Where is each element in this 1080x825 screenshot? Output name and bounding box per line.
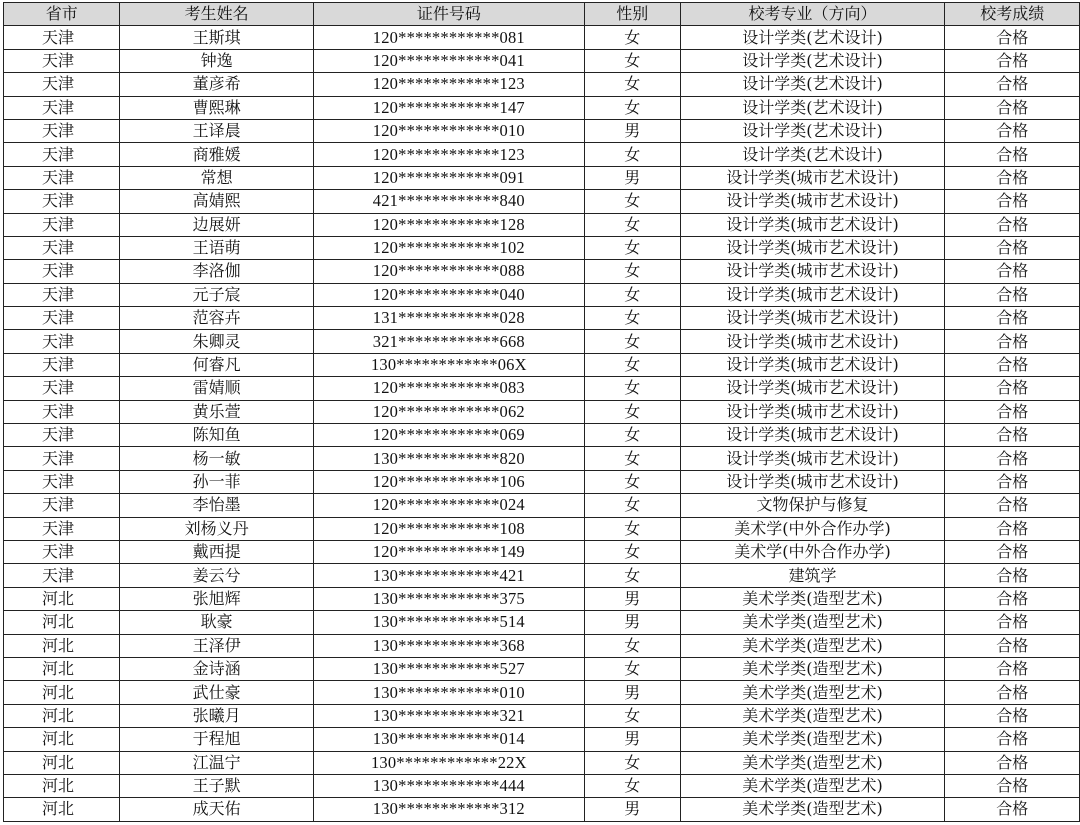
major-cell: 文物保护与修复 <box>680 494 945 517</box>
table-row <box>4 704 1080 727</box>
name-cell: 李怡墨 <box>120 494 313 517</box>
major-cell: 设计学类(城市艺术设计) <box>680 307 945 330</box>
id-number-cell: 120************062 <box>313 400 584 423</box>
gender-cell: 男 <box>584 119 680 142</box>
result-cell: 合格 <box>945 119 1080 142</box>
result-cell: 合格 <box>945 307 1080 330</box>
result-cell: 合格 <box>945 447 1080 470</box>
province-cell: 河北 <box>4 587 120 610</box>
name-cell: 王斯琪 <box>120 26 313 49</box>
name-cell: 王子默 <box>120 774 313 797</box>
name-cell: 董彦希 <box>120 73 313 96</box>
name-cell: 戴西提 <box>120 540 313 563</box>
major-cell: 设计学类(城市艺术设计) <box>680 424 945 447</box>
name-cell: 姜云兮 <box>120 564 313 587</box>
table-row <box>4 774 1080 797</box>
province-cell: 天津 <box>4 236 120 259</box>
table-row <box>4 260 1080 283</box>
result-cell: 合格 <box>945 213 1080 236</box>
major-cell: 美术学(中外合作办学) <box>680 517 945 540</box>
gender-cell: 男 <box>584 611 680 634</box>
gender-cell: 男 <box>584 728 680 751</box>
name-cell: 陈知鱼 <box>120 424 313 447</box>
table-row <box>4 377 1080 400</box>
table-row <box>4 447 1080 470</box>
result-cell: 合格 <box>945 494 1080 517</box>
major-cell: 美术学类(造型艺术) <box>680 587 945 610</box>
province-cell: 天津 <box>4 470 120 493</box>
id-number-cell: 120************102 <box>313 236 584 259</box>
table-row <box>4 634 1080 657</box>
province-cell: 天津 <box>4 119 120 142</box>
table-row <box>4 587 1080 610</box>
gender-cell: 女 <box>584 424 680 447</box>
province-cell: 天津 <box>4 190 120 213</box>
major-cell: 设计学类(城市艺术设计) <box>680 283 945 306</box>
result-cell: 合格 <box>945 751 1080 774</box>
table-row <box>4 400 1080 423</box>
result-cell: 合格 <box>945 26 1080 49</box>
major-cell: 设计学类(艺术设计) <box>680 26 945 49</box>
table-body <box>4 26 1080 821</box>
id-number-cell: 130************22X <box>313 751 584 774</box>
province-cell: 河北 <box>4 657 120 680</box>
id-number-cell: 130************444 <box>313 774 584 797</box>
gender-cell: 女 <box>584 447 680 470</box>
major-cell: 设计学类(艺术设计) <box>680 119 945 142</box>
id-number-cell: 130************312 <box>313 798 584 821</box>
name-cell: 何睿凡 <box>120 353 313 376</box>
table-row <box>4 470 1080 493</box>
result-cell: 合格 <box>945 728 1080 751</box>
province-cell: 天津 <box>4 26 120 49</box>
table-row <box>4 119 1080 142</box>
gender-cell: 女 <box>584 143 680 166</box>
major-cell: 设计学类(城市艺术设计) <box>680 190 945 213</box>
gender-cell: 女 <box>584 73 680 96</box>
major-cell: 设计学类(城市艺术设计) <box>680 260 945 283</box>
table-row <box>4 96 1080 119</box>
result-cell: 合格 <box>945 190 1080 213</box>
name-cell: 高婧熙 <box>120 190 313 213</box>
admission-results-table <box>3 2 1080 822</box>
result-cell: 合格 <box>945 681 1080 704</box>
name-cell: 刘杨义丹 <box>120 517 313 540</box>
id-number-cell: 130************514 <box>313 611 584 634</box>
name-cell: 雷婧顺 <box>120 377 313 400</box>
gender-cell: 女 <box>584 49 680 72</box>
province-cell: 河北 <box>4 751 120 774</box>
gender-cell: 女 <box>584 540 680 563</box>
name-cell: 耿豪 <box>120 611 313 634</box>
id-number-cell: 120************088 <box>313 260 584 283</box>
province-cell: 天津 <box>4 400 120 423</box>
header-id-number: 证件号码 <box>313 3 584 26</box>
table-row <box>4 517 1080 540</box>
gender-cell: 女 <box>584 377 680 400</box>
gender-cell: 男 <box>584 798 680 821</box>
id-number-cell: 130************820 <box>313 447 584 470</box>
table-row <box>4 166 1080 189</box>
name-cell: 孙一菲 <box>120 470 313 493</box>
province-cell: 天津 <box>4 494 120 517</box>
province-cell: 河北 <box>4 728 120 751</box>
gender-cell: 女 <box>584 774 680 797</box>
id-number-cell: 130************010 <box>313 681 584 704</box>
gender-cell: 女 <box>584 96 680 119</box>
result-cell: 合格 <box>945 353 1080 376</box>
gender-cell: 女 <box>584 704 680 727</box>
province-cell: 河北 <box>4 774 120 797</box>
name-cell: 杨一敏 <box>120 447 313 470</box>
province-cell: 天津 <box>4 213 120 236</box>
name-cell: 朱卿灵 <box>120 330 313 353</box>
id-number-cell: 120************091 <box>313 166 584 189</box>
gender-cell: 女 <box>584 494 680 517</box>
major-cell: 美术学类(造型艺术) <box>680 657 945 680</box>
result-cell: 合格 <box>945 143 1080 166</box>
result-cell: 合格 <box>945 400 1080 423</box>
gender-cell: 女 <box>584 307 680 330</box>
gender-cell: 女 <box>584 353 680 376</box>
major-cell: 设计学类(城市艺术设计) <box>680 377 945 400</box>
header-major: 校考专业（方向） <box>680 3 945 26</box>
major-cell: 美术学类(造型艺术) <box>680 774 945 797</box>
province-cell: 天津 <box>4 447 120 470</box>
id-number-cell: 120************083 <box>313 377 584 400</box>
province-cell: 河北 <box>4 681 120 704</box>
table-row <box>4 190 1080 213</box>
results-sheet <box>3 2 1080 822</box>
name-cell: 张曦月 <box>120 704 313 727</box>
province-cell: 河北 <box>4 798 120 821</box>
id-number-cell: 120************010 <box>313 119 584 142</box>
table-row <box>4 564 1080 587</box>
id-number-cell: 120************149 <box>313 540 584 563</box>
province-cell: 天津 <box>4 517 120 540</box>
major-cell: 设计学类(城市艺术设计) <box>680 353 945 376</box>
gender-cell: 男 <box>584 587 680 610</box>
gender-cell: 女 <box>584 283 680 306</box>
gender-cell: 女 <box>584 470 680 493</box>
id-number-cell: 120************123 <box>313 143 584 166</box>
id-number-cell: 130************014 <box>313 728 584 751</box>
gender-cell: 女 <box>584 657 680 680</box>
gender-cell: 男 <box>584 166 680 189</box>
id-number-cell: 130************375 <box>313 587 584 610</box>
province-cell: 天津 <box>4 49 120 72</box>
major-cell: 建筑学 <box>680 564 945 587</box>
result-cell: 合格 <box>945 517 1080 540</box>
gender-cell: 女 <box>584 236 680 259</box>
table-row <box>4 330 1080 353</box>
header-gender: 性别 <box>584 3 680 26</box>
name-cell: 常想 <box>120 166 313 189</box>
name-cell: 钟逸 <box>120 49 313 72</box>
gender-cell: 女 <box>584 564 680 587</box>
gender-cell: 女 <box>584 751 680 774</box>
name-cell: 黄乐萱 <box>120 400 313 423</box>
province-cell: 天津 <box>4 260 120 283</box>
header-province: 省市 <box>4 3 120 26</box>
result-cell: 合格 <box>945 96 1080 119</box>
table-header-row <box>4 3 1080 26</box>
province-cell: 天津 <box>4 307 120 330</box>
table-row <box>4 49 1080 72</box>
id-number-cell: 120************041 <box>313 49 584 72</box>
header-result: 校考成绩 <box>945 3 1080 26</box>
name-cell: 王泽伊 <box>120 634 313 657</box>
name-cell: 范容卉 <box>120 307 313 330</box>
table-row <box>4 283 1080 306</box>
gender-cell: 女 <box>584 634 680 657</box>
major-cell: 美术学类(造型艺术) <box>680 798 945 821</box>
result-cell: 合格 <box>945 424 1080 447</box>
result-cell: 合格 <box>945 236 1080 259</box>
table-row <box>4 307 1080 330</box>
id-number-cell: 130************527 <box>313 657 584 680</box>
table-row <box>4 143 1080 166</box>
province-cell: 天津 <box>4 166 120 189</box>
table-row <box>4 657 1080 680</box>
result-cell: 合格 <box>945 283 1080 306</box>
result-cell: 合格 <box>945 470 1080 493</box>
province-cell: 天津 <box>4 540 120 563</box>
province-cell: 天津 <box>4 353 120 376</box>
major-cell: 设计学类(城市艺术设计) <box>680 447 945 470</box>
name-cell: 金诗涵 <box>120 657 313 680</box>
major-cell: 美术学类(造型艺术) <box>680 728 945 751</box>
result-cell: 合格 <box>945 166 1080 189</box>
name-cell: 成天佑 <box>120 798 313 821</box>
major-cell: 美术学类(造型艺术) <box>680 704 945 727</box>
province-cell: 天津 <box>4 424 120 447</box>
province-cell: 河北 <box>4 704 120 727</box>
name-cell: 曹熙琳 <box>120 96 313 119</box>
table-row <box>4 798 1080 821</box>
province-cell: 河北 <box>4 611 120 634</box>
name-cell: 元子宸 <box>120 283 313 306</box>
result-cell: 合格 <box>945 704 1080 727</box>
table-row <box>4 728 1080 751</box>
province-cell: 河北 <box>4 634 120 657</box>
gender-cell: 女 <box>584 260 680 283</box>
result-cell: 合格 <box>945 587 1080 610</box>
id-number-cell: 120************147 <box>313 96 584 119</box>
table-row <box>4 751 1080 774</box>
id-number-cell: 131************028 <box>313 307 584 330</box>
major-cell: 设计学类(艺术设计) <box>680 96 945 119</box>
result-cell: 合格 <box>945 330 1080 353</box>
result-cell: 合格 <box>945 564 1080 587</box>
id-number-cell: 130************06X <box>313 353 584 376</box>
major-cell: 设计学类(城市艺术设计) <box>680 166 945 189</box>
name-cell: 李洛伽 <box>120 260 313 283</box>
table-row <box>4 26 1080 49</box>
gender-cell: 女 <box>584 213 680 236</box>
table-row <box>4 494 1080 517</box>
id-number-cell: 120************106 <box>313 470 584 493</box>
name-cell: 边展妍 <box>120 213 313 236</box>
province-cell: 天津 <box>4 283 120 306</box>
major-cell: 美术学类(造型艺术) <box>680 634 945 657</box>
table-row <box>4 681 1080 704</box>
major-cell: 设计学类(艺术设计) <box>680 49 945 72</box>
table-row <box>4 353 1080 376</box>
result-cell: 合格 <box>945 774 1080 797</box>
name-cell: 武仕豪 <box>120 681 313 704</box>
result-cell: 合格 <box>945 611 1080 634</box>
major-cell: 美术学(中外合作办学) <box>680 540 945 563</box>
result-cell: 合格 <box>945 260 1080 283</box>
major-cell: 美术学类(造型艺术) <box>680 751 945 774</box>
major-cell: 设计学类(城市艺术设计) <box>680 236 945 259</box>
province-cell: 天津 <box>4 73 120 96</box>
id-number-cell: 120************069 <box>313 424 584 447</box>
major-cell: 设计学类(城市艺术设计) <box>680 213 945 236</box>
major-cell: 设计学类(艺术设计) <box>680 143 945 166</box>
name-cell: 商雅媛 <box>120 143 313 166</box>
id-number-cell: 421************840 <box>313 190 584 213</box>
major-cell: 设计学类(城市艺术设计) <box>680 400 945 423</box>
result-cell: 合格 <box>945 657 1080 680</box>
major-cell: 美术学类(造型艺术) <box>680 681 945 704</box>
province-cell: 天津 <box>4 143 120 166</box>
id-number-cell: 120************040 <box>313 283 584 306</box>
province-cell: 天津 <box>4 564 120 587</box>
table-row <box>4 213 1080 236</box>
name-cell: 江温宁 <box>120 751 313 774</box>
table-row <box>4 540 1080 563</box>
major-cell: 设计学类(艺术设计) <box>680 73 945 96</box>
province-cell: 天津 <box>4 330 120 353</box>
id-number-cell: 120************081 <box>313 26 584 49</box>
id-number-cell: 120************024 <box>313 494 584 517</box>
table-row <box>4 424 1080 447</box>
name-cell: 王语萌 <box>120 236 313 259</box>
result-cell: 合格 <box>945 377 1080 400</box>
major-cell: 美术学类(造型艺术) <box>680 611 945 634</box>
id-number-cell: 130************421 <box>313 564 584 587</box>
id-number-cell: 130************368 <box>313 634 584 657</box>
id-number-cell: 120************108 <box>313 517 584 540</box>
result-cell: 合格 <box>945 73 1080 96</box>
gender-cell: 女 <box>584 517 680 540</box>
result-cell: 合格 <box>945 798 1080 821</box>
result-cell: 合格 <box>945 540 1080 563</box>
gender-cell: 女 <box>584 190 680 213</box>
id-number-cell: 321************668 <box>313 330 584 353</box>
major-cell: 设计学类(城市艺术设计) <box>680 470 945 493</box>
id-number-cell: 120************123 <box>313 73 584 96</box>
name-cell: 王译晨 <box>120 119 313 142</box>
gender-cell: 女 <box>584 400 680 423</box>
province-cell: 天津 <box>4 377 120 400</box>
name-cell: 于程旭 <box>120 728 313 751</box>
gender-cell: 女 <box>584 330 680 353</box>
header-name: 考生姓名 <box>120 3 313 26</box>
table-row <box>4 236 1080 259</box>
id-number-cell: 130************321 <box>313 704 584 727</box>
result-cell: 合格 <box>945 49 1080 72</box>
gender-cell: 女 <box>584 26 680 49</box>
province-cell: 天津 <box>4 96 120 119</box>
major-cell: 设计学类(城市艺术设计) <box>680 330 945 353</box>
result-cell: 合格 <box>945 634 1080 657</box>
table-row <box>4 611 1080 634</box>
name-cell: 张旭辉 <box>120 587 313 610</box>
table-row <box>4 73 1080 96</box>
gender-cell: 男 <box>584 681 680 704</box>
id-number-cell: 120************128 <box>313 213 584 236</box>
